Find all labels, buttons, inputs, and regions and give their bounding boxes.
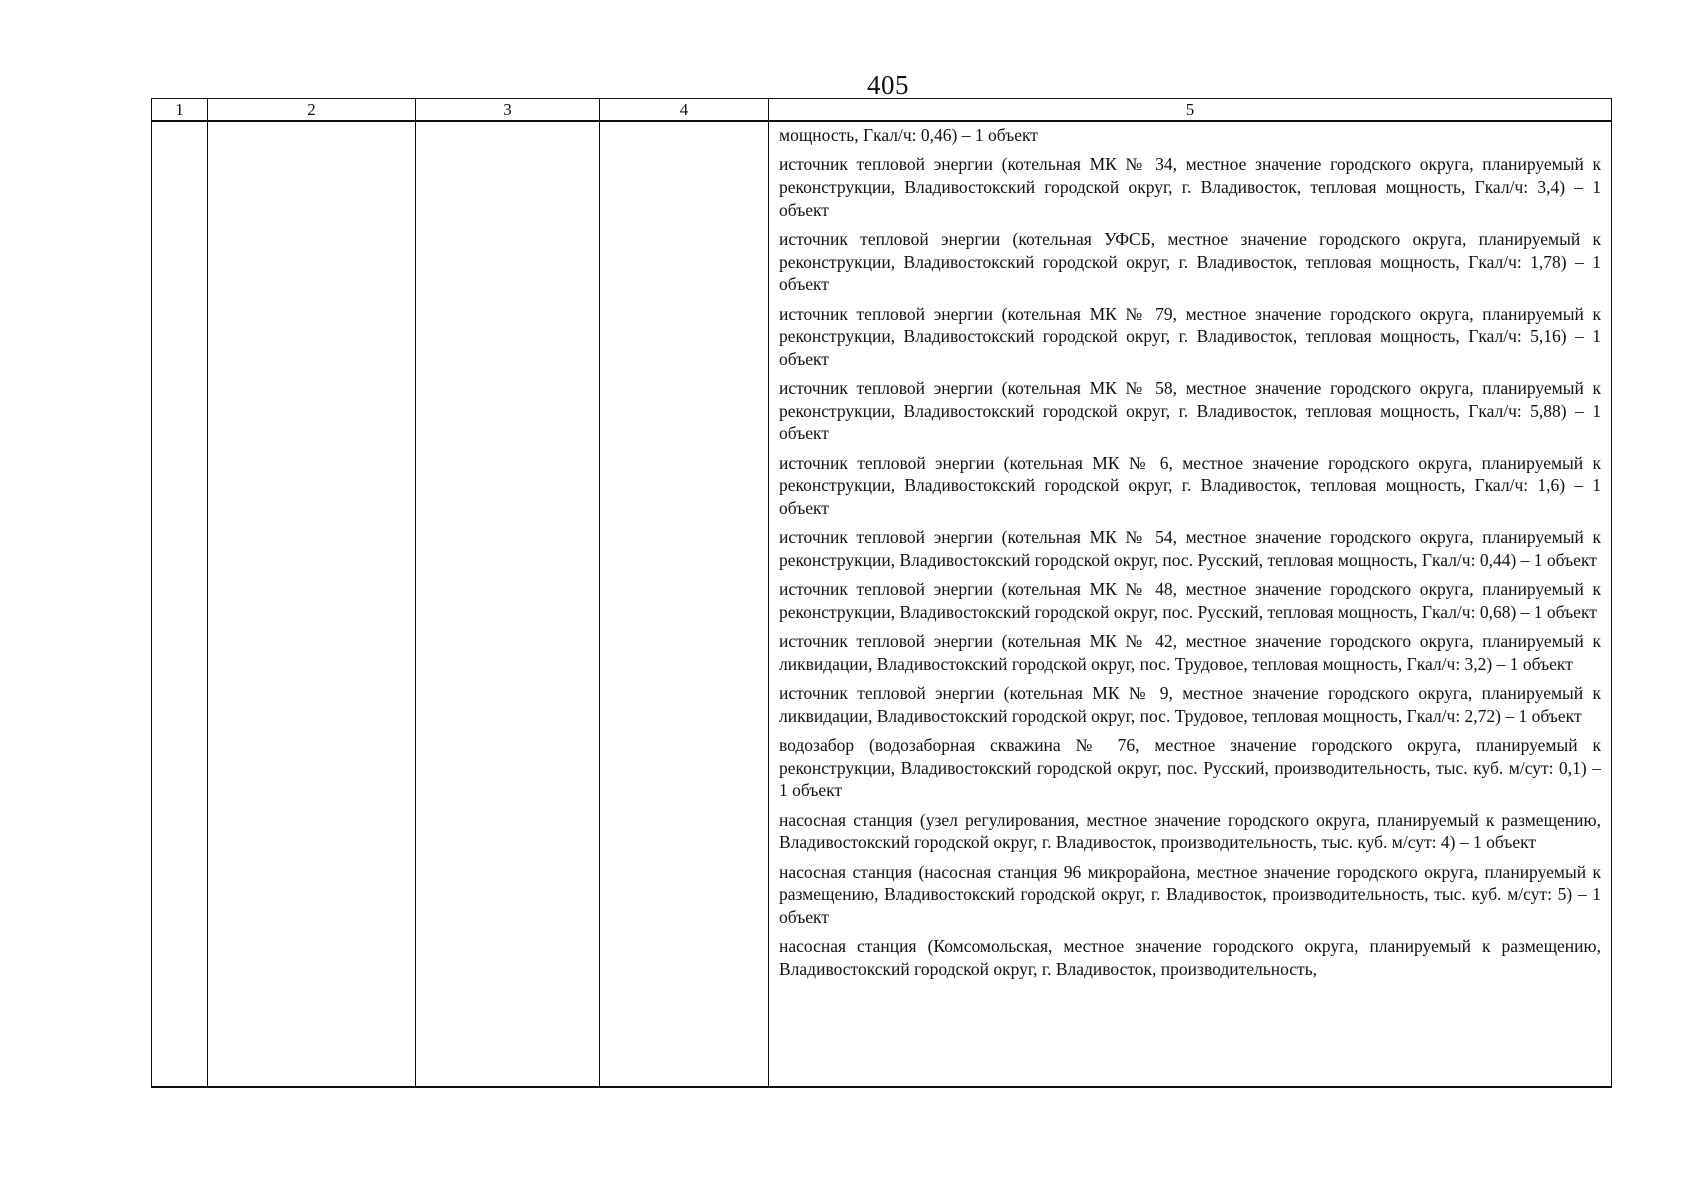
list-item: источник тепловой энергии (котельная МК № 54, местное значение городского округа, планируемый к реконструкции, Владивостокский городской округ, пос. Русский, тепловая мощность, Гкал/ч: 0,44) – 1 объект <box>779 527 1601 570</box>
cell-col-2 <box>208 121 416 1087</box>
list-item: источник тепловой энергии (котельная МК № 9, местное значение городского округа, планируемый к ликвидации, Владивостокский городской округ, пос. Трудовое, тепловая мощность, Гкал/ч: 2,72) – 1 объект <box>779 683 1601 726</box>
column-header-5: 5 <box>769 99 1612 122</box>
list-item: насосная станция (Комсомольская, местное значение городского округа, планируемый к размещению, Владивостокский городской округ, г. Владивосток, производительность, <box>779 936 1601 979</box>
column-header-4: 4 <box>600 99 769 122</box>
list-item: источник тепловой энергии (котельная МК № 79, местное значение городского округа, планируемый к реконструкции, Владивостокский городской округ, г. Владивосток, тепловая мощность, Гкал/ч: 5,16) – 1 объект <box>779 303 1601 369</box>
cell-col-3 <box>416 121 600 1087</box>
cell-col-4 <box>600 121 769 1087</box>
list-item: источник тепловой энергии (котельная МК № 58, местное значение городского округа, планируемый к реконструкции, Владивостокский городской округ, г. Владивосток, тепловая мощность, Гкал/ч: 5,88) – 1 объект <box>779 378 1601 444</box>
column-header-1: 1 <box>152 99 208 122</box>
list-item: насосная станция (насосная станция 96 микрорайона, местное значение городского округа, планируемый к размещению, Владивостокский городской округ, г. Владивосток, производительность, тыс. куб. м/сут: 5) – 1 объект <box>779 861 1601 927</box>
list-item: источник тепловой энергии (котельная УФСБ, местное значение городского округа, планируемый к реконструкции, Владивостокский городской округ, г. Владивосток, тепловая мощность, Гкал/ч: 1,78) – 1 объект <box>779 228 1601 295</box>
cell-col-1 <box>152 121 208 1087</box>
table-row <box>152 121 1612 1087</box>
list-item: насосная станция (узел регулирования, местное значение городского округа, планируемый к размещению, Владивостокский городской округ, г. Владивосток, производительность, тыс. куб. м/сут: 4) – 1 объект <box>779 809 1601 853</box>
list-item: мощность, Гкал/ч: 0,46) – 1 объект <box>779 125 1038 145</box>
list-item: источник тепловой энергии (котельная МК № 48, местное значение городского округа, планируемый к реконструкции, Владивостокский городской округ, пос. Русский, тепловая мощность, Гкал/ч: 0,68) – 1 объект <box>779 579 1601 622</box>
document-table <box>151 98 1612 1088</box>
cell-col-5 <box>769 121 1612 1087</box>
page-number: 405 <box>867 70 909 100</box>
table-header-row <box>152 99 1612 122</box>
list-item: источник тепловой энергии (котельная МК № 6, местное значение городского округа, планируемый к реконструкции, Владивостокский городской округ, г. Владивосток, тепловая мощность, Гкал/ч: 1,6) – 1 объект <box>779 452 1601 518</box>
list-item: источник тепловой энергии (котельная МК № 34, местное значение городского округа, планируемый к реконструкции, Владивостокский городской округ, г. Владивосток, тепловая мощность, Гкал/ч: 3,4) – 1 объект <box>779 154 1601 220</box>
column-header-3: 3 <box>416 99 600 122</box>
list-item: источник тепловой энергии (котельная МК № 42, местное значение городского округа, планируемый к ликвидации, Владивостокский городской округ, пос. Трудовое, тепловая мощность, Гкал/ч: 3,2) – 1 объект <box>779 631 1601 674</box>
column-header-2: 2 <box>208 99 416 122</box>
list-item: водозабор (водозаборная скважина № 76, местное значение городского округа, планируемый к реконструкции, Владивостокский городской округ, пос. Русский, производительность, тыс. куб. м/сут: 0,1) – 1 объект <box>779 735 1601 801</box>
